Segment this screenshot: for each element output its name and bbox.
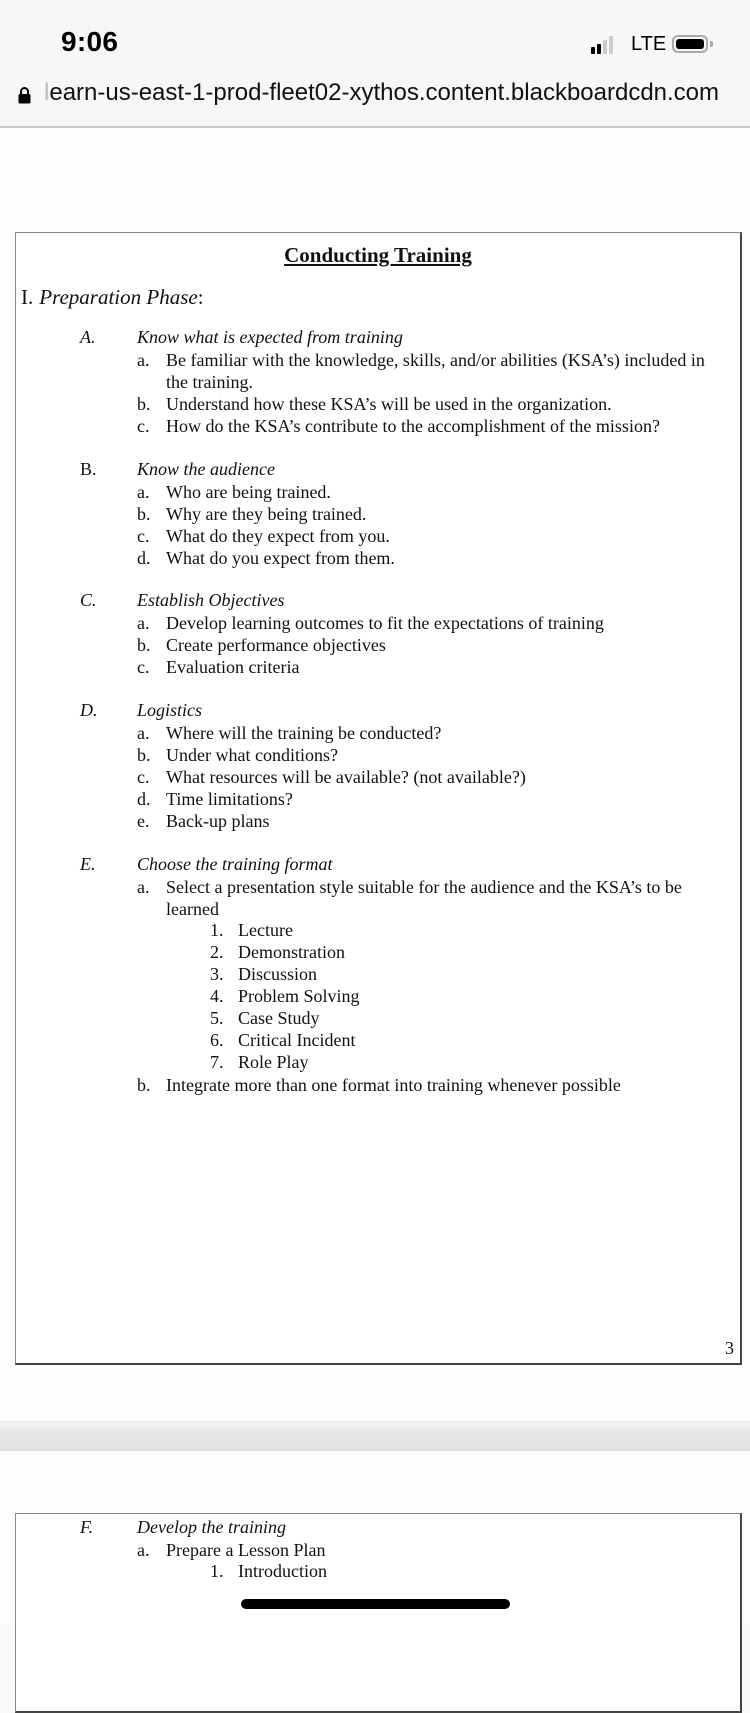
address-bar[interactable] <box>0 76 750 128</box>
item-marker: a. <box>137 613 150 633</box>
part-letter: B. <box>80 459 97 479</box>
part-heading: Develop the training <box>137 1517 286 1537</box>
list-item <box>137 349 706 393</box>
list-item <box>137 612 706 634</box>
url-text[interactable] <box>44 79 719 107</box>
list-item <box>137 656 706 678</box>
sub-list-item <box>210 1561 327 1582</box>
pdf-page-3 <box>15 232 742 1365</box>
document-title: Conducting Training <box>284 243 472 267</box>
item-text: Evaluation criteria <box>166 657 300 677</box>
section-heading <box>21 285 204 310</box>
item-text: Be familiar with the knowledge, skills, and/or abilities (KSA’s) included in the training. <box>166 350 705 392</box>
item-marker: b. <box>137 504 151 524</box>
part-heading: Know the audience <box>137 459 275 479</box>
network-type: LTE <box>631 33 667 55</box>
item-marker: 7. <box>210 1052 224 1072</box>
list-item <box>137 503 706 525</box>
part-letter: F. <box>80 1517 94 1537</box>
item-marker: c. <box>137 767 150 787</box>
item-text: Integrate more than one format into training whenever possible <box>166 1075 621 1095</box>
sub-list-item <box>210 1052 309 1073</box>
sub-list-item <box>210 1008 320 1029</box>
sub-list-item <box>210 942 345 963</box>
item-text: Critical Incident <box>238 1030 356 1050</box>
section-colon: : <box>197 285 204 309</box>
list-item <box>137 547 706 569</box>
item-text: How do the KSA’s contribute to the accomplishment of the mission? <box>166 416 660 436</box>
item-marker: e. <box>137 811 150 831</box>
list-item <box>137 744 706 766</box>
item-marker: 1. <box>210 920 224 940</box>
sub-list-item <box>210 986 360 1007</box>
sub-list-item <box>210 920 293 941</box>
url-faded-prefix: l <box>44 79 50 106</box>
list-item <box>137 788 706 810</box>
item-marker: a. <box>137 877 150 897</box>
list-item <box>137 525 706 547</box>
item-marker: a. <box>137 482 150 502</box>
item-marker: d. <box>137 548 151 568</box>
home-indicator[interactable] <box>241 1599 510 1609</box>
item-marker: c. <box>137 526 150 546</box>
list-item <box>137 1074 706 1096</box>
list-item <box>137 1539 706 1561</box>
item-text: Under what conditions? <box>166 745 338 765</box>
item-text: Select a presentation style suitable for the audience and the KSA’s to be learned <box>166 877 682 919</box>
part-heading: Establish Objectives <box>137 590 285 610</box>
item-text: Why are they being trained. <box>166 504 367 524</box>
item-marker: b. <box>137 394 151 414</box>
item-text: Lecture <box>238 920 293 940</box>
item-marker: b. <box>137 745 151 765</box>
item-text: Create performance objectives <box>166 635 386 655</box>
sub-list-item <box>210 1030 355 1051</box>
part-letter: C. <box>80 590 97 610</box>
item-text: Who are being trained. <box>166 482 331 502</box>
part-heading: Know what is expected from training <box>137 327 403 347</box>
item-marker: c. <box>137 416 150 436</box>
item-marker: a. <box>137 350 150 370</box>
item-marker: 6. <box>210 1030 224 1050</box>
item-text: Back-up plans <box>166 811 270 831</box>
list-item <box>137 876 706 920</box>
item-text: Discussion <box>238 964 318 984</box>
part-heading: Logistics <box>137 700 203 720</box>
item-text: Develop learning outcomes to fit the expectations of training <box>166 613 604 633</box>
battery-tip-icon <box>710 41 713 47</box>
item-text: Prepare a Lesson Plan <box>166 1540 326 1560</box>
page-separator <box>0 1421 750 1451</box>
part-letter: A. <box>80 327 96 347</box>
item-text: What do they expect from you. <box>166 526 390 546</box>
item-marker: 2. <box>210 942 224 962</box>
part-letter: D. <box>80 700 98 720</box>
section-label: Preparation Phase <box>39 285 198 309</box>
item-marker: a. <box>137 723 150 743</box>
list-item <box>137 415 726 437</box>
item-text: Role Play <box>238 1052 309 1072</box>
item-marker: a. <box>137 1540 150 1560</box>
cellular-signal-icon <box>591 36 613 54</box>
list-item <box>137 393 706 415</box>
item-text: What resources will be available? (not available?) <box>166 767 526 787</box>
item-marker: d. <box>137 789 151 809</box>
item-marker: 3. <box>210 964 224 984</box>
list-item <box>137 766 706 788</box>
list-item <box>137 810 706 832</box>
item-marker: 4. <box>210 986 224 1006</box>
list-item <box>137 634 706 656</box>
item-text: Case Study <box>238 1008 320 1028</box>
item-text: Demonstration <box>238 942 345 962</box>
pdf-page-4 <box>15 1513 742 1713</box>
url-domain: earn-us-east-1-prod-fleet02-xythos.content.blackboardcdn.com <box>49 79 720 106</box>
section-number: I. <box>21 285 34 309</box>
battery-icon <box>672 35 708 53</box>
part-heading: Choose the training format <box>137 854 333 874</box>
item-marker: b. <box>137 635 151 655</box>
item-marker: c. <box>137 657 150 677</box>
status-bar <box>0 0 750 88</box>
clock: 9:06 <box>61 26 119 57</box>
page-number: 3 <box>725 1338 734 1358</box>
item-text: Where will the training be conducted? <box>166 723 442 743</box>
item-text: Introduction <box>238 1561 327 1581</box>
lock-icon <box>18 86 31 104</box>
sub-list-item <box>210 964 317 985</box>
part-letter: E. <box>80 854 96 874</box>
item-text: Understand how these KSA’s will be used in the organization. <box>166 394 612 414</box>
document-viewer[interactable] <box>0 128 750 1624</box>
list-item <box>137 722 706 744</box>
item-marker: 5. <box>210 1008 224 1028</box>
item-text: Time limitations? <box>166 789 293 809</box>
item-text: Problem Solving <box>238 986 360 1006</box>
item-marker: 1. <box>210 1561 224 1581</box>
list-item <box>137 481 706 503</box>
item-text: What do you expect from them. <box>166 548 395 568</box>
item-marker: b. <box>137 1075 151 1095</box>
